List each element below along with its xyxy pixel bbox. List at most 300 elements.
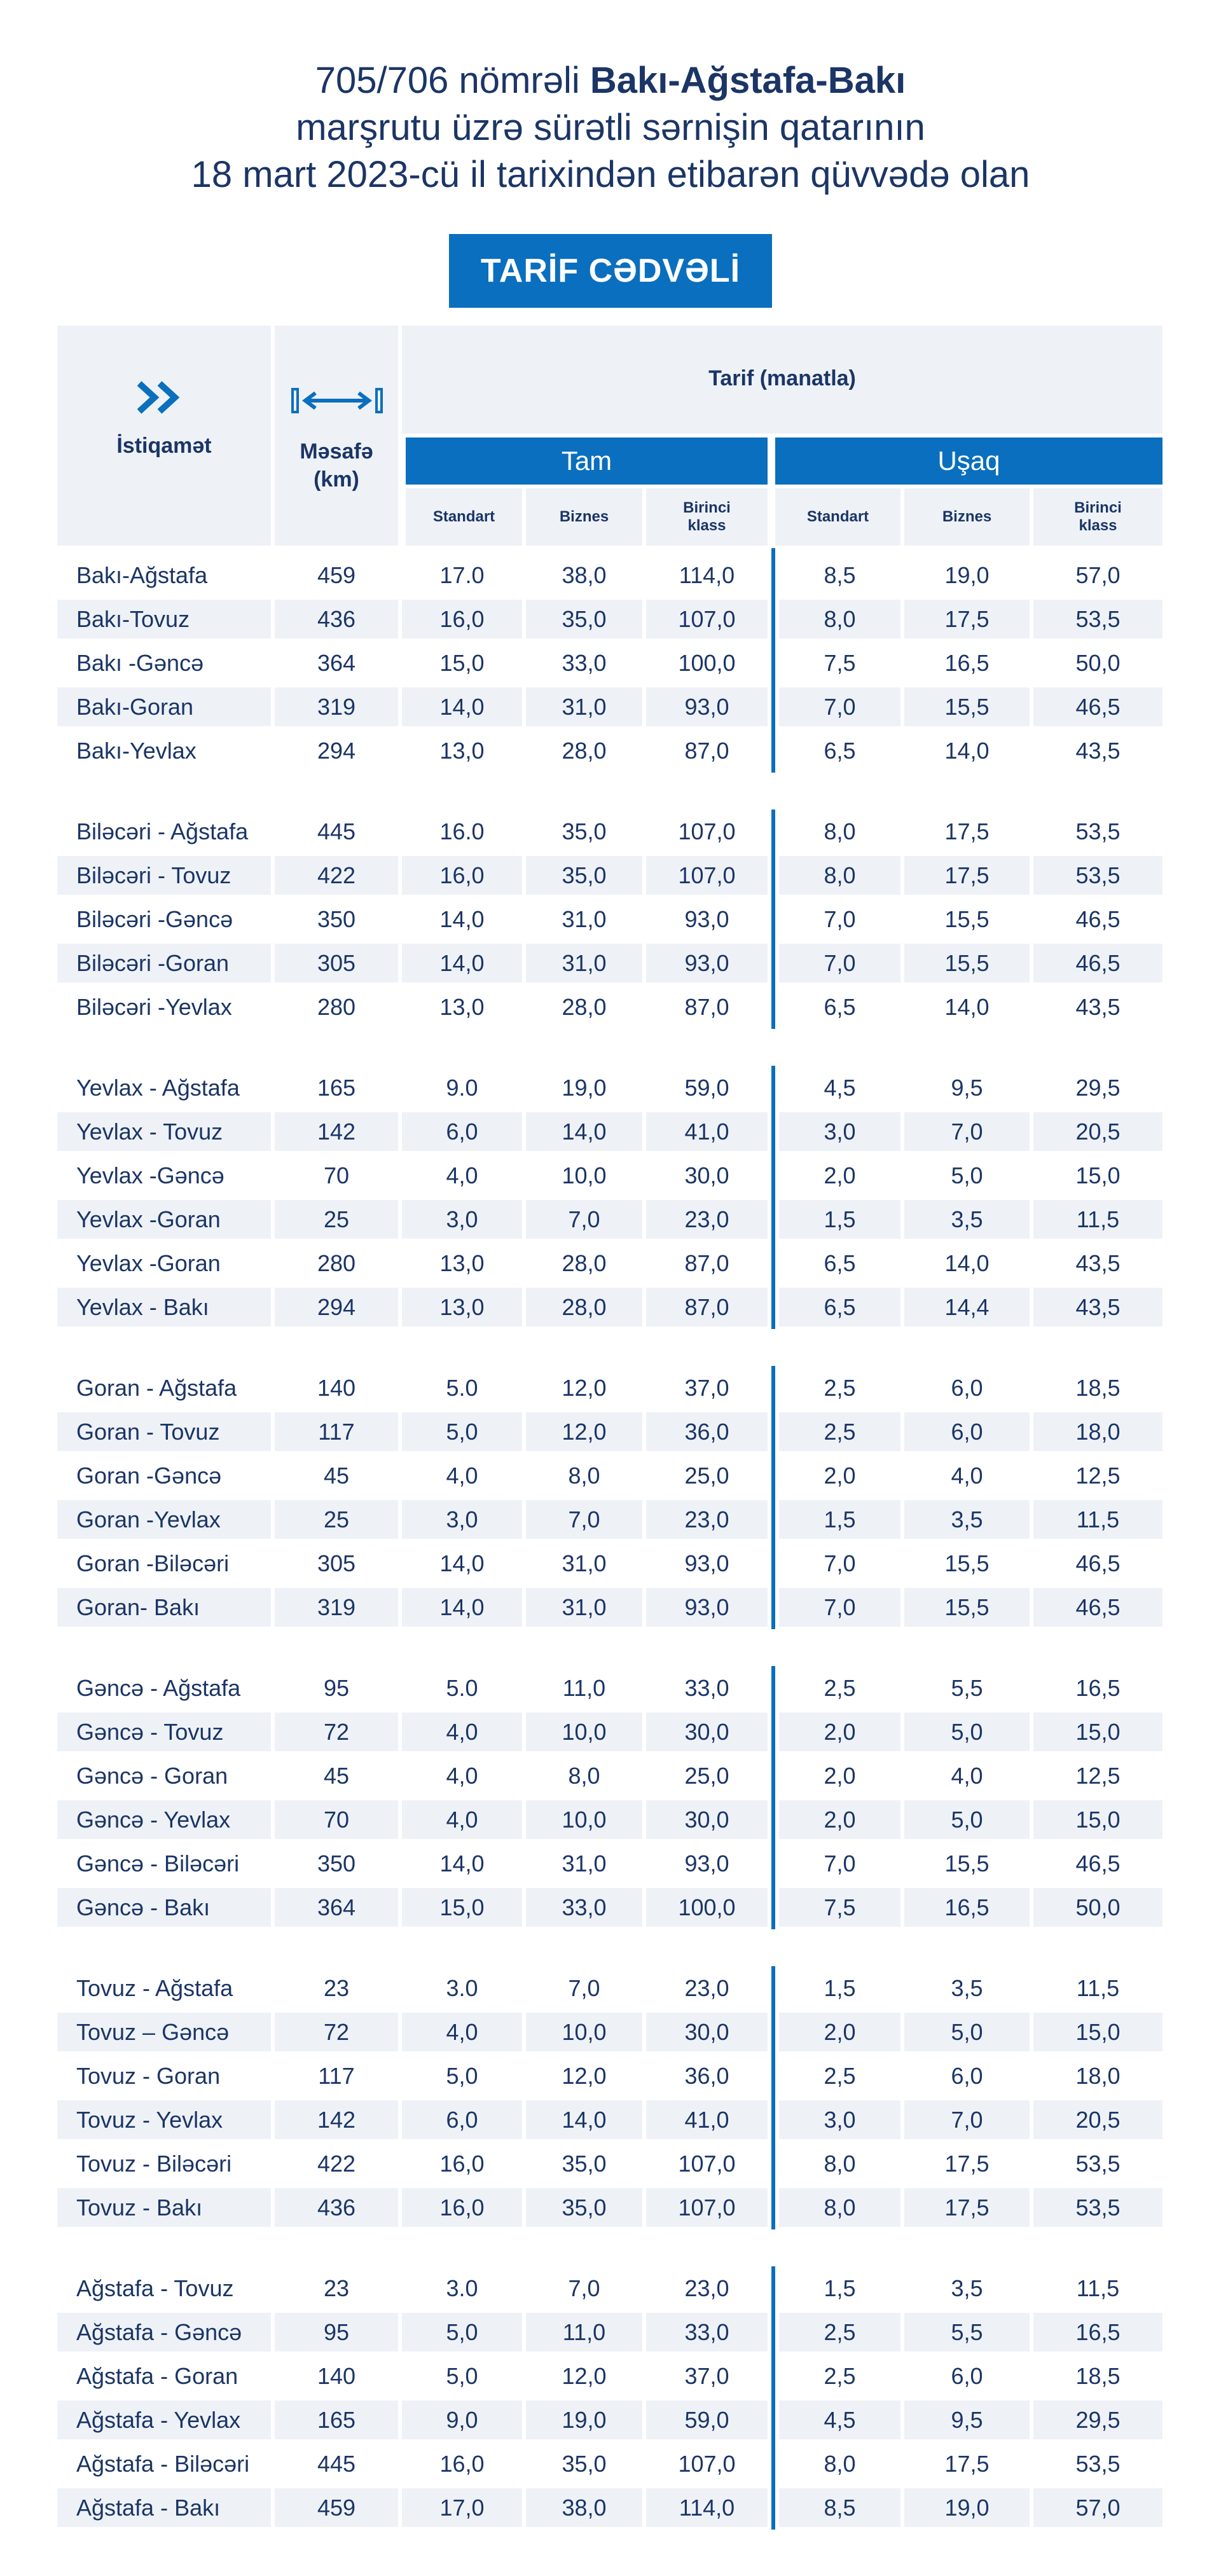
full-child-divider bbox=[771, 1666, 775, 1929]
child-standard-cell: 2,0 bbox=[779, 2013, 900, 2051]
table-row bbox=[57, 1966, 1162, 2010]
first-class-word-2: klass bbox=[1079, 517, 1117, 534]
child-first-class-cell: 18,0 bbox=[1033, 1412, 1162, 1451]
table-row bbox=[57, 2486, 1162, 2530]
full-first-class-cell: 114,0 bbox=[646, 2488, 768, 2527]
route-cell: Gəncə - Goran bbox=[76, 1763, 228, 1789]
distance-unit-text: (km) bbox=[314, 467, 359, 492]
distance-cell: 294 bbox=[275, 1288, 398, 1326]
child-first-class-cell: 15,0 bbox=[1033, 1800, 1162, 1839]
full-business-cell: 35,0 bbox=[526, 856, 642, 895]
full-first-class-header bbox=[646, 488, 768, 546]
child-first-class-cell: 11,5 bbox=[1076, 1975, 1120, 2001]
table-row bbox=[57, 1241, 1162, 1285]
child-business-cell: 14,0 bbox=[944, 1250, 990, 1276]
table-row bbox=[57, 1798, 1162, 1842]
route-cell: Yevlax - Bakı bbox=[57, 1288, 271, 1326]
child-first-class-cell: 57,0 bbox=[1075, 562, 1121, 588]
full-first-class-cell: 93,0 bbox=[646, 1588, 768, 1627]
child-standard-cell: 7,0 bbox=[824, 906, 856, 932]
child-standard-cell: 6,5 bbox=[824, 994, 856, 1020]
child-business-cell: 15,5 bbox=[904, 944, 1030, 982]
child-first-class-cell: 15,0 bbox=[1033, 1712, 1162, 1751]
full-first-class-cell: 59,0 bbox=[684, 1075, 729, 1101]
child-standard-cell: 8,0 bbox=[779, 2188, 900, 2227]
full-business-cell: 35,0 bbox=[562, 818, 607, 844]
full-business-cell: 12,0 bbox=[562, 2363, 607, 2389]
distance-cell: 117 bbox=[275, 1412, 398, 1451]
full-first-class-cell: 33,0 bbox=[646, 2313, 768, 2352]
distance-header-cell bbox=[275, 326, 398, 546]
table-row bbox=[57, 1285, 1162, 1329]
full-business-cell: 33,0 bbox=[526, 1888, 642, 1927]
distance-cell: 364 bbox=[275, 1888, 398, 1927]
child-standard-cell: 8,0 bbox=[779, 856, 900, 895]
child-standard-cell: 1,5 bbox=[824, 2275, 856, 2301]
title-prefix: 705/706 nömrəli bbox=[315, 60, 590, 101]
full-first-class-cell: 107,0 bbox=[646, 600, 768, 638]
full-first-class-cell: 93,0 bbox=[646, 944, 768, 982]
child-first-class-cell: 20,5 bbox=[1033, 1112, 1162, 1151]
full-first-class-cell: 23,0 bbox=[646, 1500, 768, 1539]
child-standard-cell: 6,5 bbox=[779, 1288, 900, 1326]
route-group bbox=[57, 809, 1162, 1029]
child-standard-cell: 2,5 bbox=[824, 1675, 856, 1701]
distance-cell: 117 bbox=[318, 2063, 355, 2089]
route-cell: Gəncə - Biləcəri bbox=[76, 1850, 240, 1877]
full-standard-cell: 3,0 bbox=[402, 1500, 522, 1539]
full-business-cell: 7,0 bbox=[568, 2275, 600, 2301]
full-standard-cell: 5,0 bbox=[402, 2313, 522, 2352]
full-standard-cell: 16,0 bbox=[402, 600, 522, 638]
child-standard-cell: 7,5 bbox=[779, 1888, 900, 1927]
child-first-class-cell: 43,5 bbox=[1075, 1250, 1121, 1276]
child-standard-cell: 4,5 bbox=[779, 2400, 900, 2439]
child-first-class-cell: 46,5 bbox=[1033, 944, 1162, 982]
child-standard-cell: 7,0 bbox=[779, 944, 900, 982]
child-business-cell: 5,0 bbox=[904, 1800, 1030, 1839]
child-first-class-cell: 53,5 bbox=[1075, 818, 1121, 844]
distance-cell: 72 bbox=[275, 2013, 398, 2051]
full-standard-cell: 5.0 bbox=[446, 1675, 478, 1701]
child-first-class-cell: 11,5 bbox=[1076, 2275, 1120, 2301]
full-business-cell: 35,0 bbox=[526, 2188, 642, 2227]
route-group bbox=[57, 1966, 1162, 2229]
child-business-cell: 15,5 bbox=[904, 687, 1030, 726]
full-standard-cell: 4,0 bbox=[446, 1162, 478, 1188]
child-first-class-cell: 29,5 bbox=[1075, 1075, 1121, 1101]
child-first-class-cell: 57,0 bbox=[1033, 2488, 1162, 2527]
full-standard-cell: 5.0 bbox=[446, 1375, 478, 1401]
table-row bbox=[57, 853, 1162, 897]
distance-cell: 142 bbox=[275, 2100, 398, 2139]
child-business-cell: 15,5 bbox=[944, 1850, 990, 1877]
child-first-class-cell: 12,5 bbox=[1075, 1763, 1121, 1789]
double-chevron-right-icon bbox=[137, 380, 184, 415]
child-business-cell: 16,5 bbox=[904, 1888, 1030, 1927]
child-business-header: Biznes bbox=[904, 488, 1030, 546]
route-cell: Bakı-Goran bbox=[57, 687, 271, 726]
full-standard-cell: 14,0 bbox=[439, 1850, 485, 1877]
child-first-class-cell: 11,5 bbox=[1033, 1500, 1162, 1539]
table-row bbox=[57, 553, 1162, 597]
table-row bbox=[57, 1197, 1162, 1241]
child-standard-cell: 2,0 bbox=[824, 1763, 856, 1789]
full-first-class-cell: 114,0 bbox=[679, 562, 735, 588]
route-cell: Gəncə - Bakı bbox=[57, 1888, 271, 1927]
distance-cell: 23 bbox=[323, 2275, 350, 2301]
table-row bbox=[57, 1154, 1162, 1197]
child-standard-cell: 7,0 bbox=[779, 687, 900, 726]
full-first-class-cell: 107,0 bbox=[678, 2451, 736, 2477]
child-business-cell: 17,5 bbox=[904, 600, 1030, 638]
table-row bbox=[57, 2054, 1162, 2098]
full-first-class-cell: 93,0 bbox=[684, 1550, 729, 1576]
first-class-word-1: Birinci bbox=[1074, 499, 1122, 516]
child-first-class-cell: 43,5 bbox=[1033, 1288, 1162, 1326]
child-standard-cell: 2,5 bbox=[824, 2063, 856, 2089]
route-cell: Biləcəri -Gəncə bbox=[76, 906, 233, 932]
full-child-divider bbox=[771, 809, 775, 1029]
child-business-cell: 5,0 bbox=[904, 2013, 1030, 2051]
child-business-cell: 5,5 bbox=[904, 2313, 1030, 2352]
child-standard-cell: 3,0 bbox=[779, 1112, 900, 1151]
child-business-cell: 7,0 bbox=[904, 2100, 1030, 2139]
full-standard-cell: 17,0 bbox=[402, 2488, 522, 2527]
distance-label bbox=[275, 437, 398, 493]
full-standard-cell: 5,0 bbox=[446, 2063, 478, 2089]
table-row bbox=[57, 1842, 1162, 1885]
full-business-cell: 12,0 bbox=[562, 1375, 607, 1401]
distance-cell: 165 bbox=[275, 2400, 398, 2439]
child-standard-cell: 2,5 bbox=[824, 2363, 856, 2389]
child-first-class-cell: 11,5 bbox=[1033, 1200, 1162, 1239]
child-standard-cell: 8,0 bbox=[824, 2151, 856, 2177]
full-standard-header: Standart bbox=[406, 488, 522, 546]
table-row bbox=[57, 641, 1162, 685]
full-business-cell: 35,0 bbox=[526, 600, 642, 638]
child-first-class-cell: 46,5 bbox=[1075, 906, 1121, 932]
full-first-class-cell: 23,0 bbox=[684, 2275, 729, 2301]
child-first-class-cell: 46,5 bbox=[1075, 1850, 1121, 1877]
full-standard-cell: 14,0 bbox=[439, 1550, 485, 1576]
full-first-class-cell: 87,0 bbox=[684, 738, 729, 764]
full-business-cell: 38,0 bbox=[526, 2488, 642, 2527]
full-standard-cell: 4,0 bbox=[402, 1712, 522, 1751]
full-first-class-cell: 36,0 bbox=[684, 2063, 729, 2089]
route-cell: Ağstafa - Gəncə bbox=[57, 2313, 271, 2352]
full-business-cell: 10,0 bbox=[526, 1712, 642, 1751]
full-standard-cell: 16,0 bbox=[402, 2188, 522, 2227]
route-cell: Ağstafa - Tovuz bbox=[76, 2275, 234, 2301]
table-row bbox=[57, 1454, 1162, 1498]
child-business-cell: 17,5 bbox=[904, 856, 1030, 895]
child-business-cell: 5,0 bbox=[904, 1712, 1030, 1751]
title-line-3: 18 mart 2023-cü il tarixindən etibarən qüvvədə olan bbox=[191, 154, 1030, 195]
distance-cell: 70 bbox=[275, 1800, 398, 1839]
child-first-class-cell: 15,0 bbox=[1075, 1162, 1121, 1188]
full-business-cell: 14,0 bbox=[526, 2100, 642, 2139]
child-first-class-cell: 18,0 bbox=[1075, 2063, 1121, 2089]
distance-cell: 45 bbox=[323, 1763, 350, 1789]
child-standard-cell: 6,5 bbox=[824, 1250, 856, 1276]
full-standard-cell: 13,0 bbox=[439, 1250, 485, 1276]
child-first-class-cell: 18,5 bbox=[1075, 1375, 1121, 1401]
full-first-class-cell: 87,0 bbox=[684, 1250, 729, 1276]
child-first-class-cell: 53,5 bbox=[1075, 2451, 1121, 2477]
distance-cell: 165 bbox=[317, 1075, 356, 1101]
child-business-cell: 6,0 bbox=[904, 1412, 1030, 1451]
route-cell: Goran -Yevlax bbox=[57, 1500, 271, 1539]
full-business-cell: 35,0 bbox=[562, 2451, 607, 2477]
child-first-class-cell: 18,5 bbox=[1075, 2363, 1121, 2389]
distance-cell: 95 bbox=[275, 2313, 398, 2352]
child-first-class-header bbox=[1033, 488, 1162, 546]
distance-cell: 140 bbox=[317, 2363, 356, 2389]
distance-cell: 280 bbox=[317, 1250, 356, 1276]
child-business-cell: 14,0 bbox=[944, 994, 990, 1020]
child-business-cell: 15,5 bbox=[944, 906, 990, 932]
tariff-table-button[interactable]: TARİF CƏDVƏLİ bbox=[449, 234, 772, 308]
full-business-cell: 31,0 bbox=[526, 687, 642, 726]
full-standard-cell: 4,0 bbox=[402, 1800, 522, 1839]
full-first-class-cell: 23,0 bbox=[646, 1200, 768, 1239]
full-first-class-cell: 36,0 bbox=[646, 1412, 768, 1451]
full-standard-cell: 4,0 bbox=[402, 2013, 522, 2051]
full-business-cell: 10,0 bbox=[526, 1800, 642, 1839]
child-first-class-cell: 46,5 bbox=[1075, 1550, 1121, 1576]
route-cell: Ağstafa - Biləcəri bbox=[76, 2451, 250, 2477]
child-first-class-cell: 50,0 bbox=[1033, 1888, 1162, 1927]
route-cell: Gəncə - Tovuz bbox=[57, 1712, 271, 1751]
full-business-cell: 12,0 bbox=[562, 2063, 607, 2089]
route-cell: Bakı-Tovuz bbox=[57, 600, 271, 638]
full-business-cell: 19,0 bbox=[526, 2400, 642, 2439]
child-standard-cell: 2,0 bbox=[779, 1712, 900, 1751]
table-row bbox=[57, 1885, 1162, 1929]
child-first-class-cell: 29,5 bbox=[1033, 2400, 1162, 2439]
full-child-divider bbox=[771, 1366, 775, 1629]
child-standard-cell: 1,5 bbox=[779, 1500, 900, 1539]
child-standard-cell: 2,5 bbox=[779, 2313, 900, 2352]
full-standard-cell: 17.0 bbox=[439, 562, 485, 588]
tariff-table bbox=[57, 326, 1162, 2530]
child-business-cell: 15,5 bbox=[904, 1588, 1030, 1627]
full-first-class-cell: 107,0 bbox=[678, 2151, 736, 2177]
child-standard-cell: 8,0 bbox=[824, 2451, 856, 2477]
full-business-cell: 28,0 bbox=[562, 738, 607, 764]
full-standard-cell: 14,0 bbox=[402, 687, 522, 726]
distance-cell: 45 bbox=[323, 1463, 350, 1489]
full-standard-cell: 9.0 bbox=[446, 1075, 478, 1101]
full-first-class-cell: 107,0 bbox=[646, 856, 768, 895]
table-row bbox=[57, 729, 1162, 773]
full-first-class-cell: 93,0 bbox=[684, 1850, 729, 1877]
page-header bbox=[0, 0, 1221, 198]
full-business-cell: 31,0 bbox=[526, 944, 642, 982]
child-business-cell: 19,0 bbox=[944, 562, 990, 588]
full-business-cell: 10,0 bbox=[526, 2013, 642, 2051]
title-line-1 bbox=[0, 57, 1221, 104]
child-first-class-cell: 20,5 bbox=[1033, 2100, 1162, 2139]
table-row bbox=[57, 941, 1162, 985]
full-business-cell: 28,0 bbox=[562, 1250, 607, 1276]
route-cell: Goran- Bakı bbox=[57, 1588, 271, 1627]
route-cell: Tovuz - Goran bbox=[76, 2063, 221, 2089]
table-row bbox=[57, 2266, 1162, 2310]
distance-cell: 142 bbox=[275, 1112, 398, 1151]
full-business-cell: 38,0 bbox=[562, 562, 607, 588]
table-row bbox=[57, 1498, 1162, 1541]
child-standard-cell: 8,5 bbox=[779, 2488, 900, 2527]
child-first-class-cell: 53,5 bbox=[1033, 600, 1162, 638]
route-cell: Goran -Biləcəri bbox=[76, 1550, 230, 1576]
full-first-class-cell: 25,0 bbox=[684, 1463, 729, 1489]
child-standard-cell: 2,5 bbox=[779, 1412, 900, 1451]
route-cell: Tovuz - Yevlax bbox=[57, 2100, 271, 2139]
child-fare-band: Uşaq bbox=[775, 437, 1162, 485]
child-business-cell: 3,5 bbox=[904, 1200, 1030, 1239]
full-business-cell: 31,0 bbox=[562, 1550, 607, 1576]
child-standard-cell: 2,0 bbox=[824, 1162, 856, 1188]
route-cell: Goran - Tovuz bbox=[57, 1412, 271, 1451]
child-standard-cell: 3,0 bbox=[779, 2100, 900, 2139]
route-cell: Gəncə - Ağstafa bbox=[76, 1675, 241, 1701]
child-standard-cell: 2,5 bbox=[824, 1375, 856, 1401]
distance-cell: 459 bbox=[275, 2488, 398, 2527]
table-row bbox=[57, 2310, 1162, 2354]
full-business-cell: 31,0 bbox=[526, 1588, 642, 1627]
table-row bbox=[57, 2142, 1162, 2186]
child-business-cell: 17,5 bbox=[944, 2151, 990, 2177]
child-business-cell: 9,5 bbox=[951, 1075, 983, 1101]
child-first-class-cell: 43,5 bbox=[1075, 994, 1121, 1020]
tariff-label: Tarif (manatla) bbox=[708, 366, 856, 390]
full-first-class-cell: 41,0 bbox=[646, 1112, 768, 1151]
full-business-cell: 12,0 bbox=[526, 1412, 642, 1451]
route-cell: Biləcəri -Goran bbox=[57, 944, 271, 982]
full-business-cell: 33,0 bbox=[562, 650, 607, 676]
full-standard-cell: 5,0 bbox=[402, 1412, 522, 1451]
table-row bbox=[57, 597, 1162, 641]
child-standard-cell: 4,5 bbox=[824, 1075, 856, 1101]
full-business-cell: 7,0 bbox=[526, 1500, 642, 1539]
child-standard-cell: 7,0 bbox=[824, 1550, 856, 1576]
child-business-cell: 6,0 bbox=[951, 1375, 983, 1401]
full-standard-cell: 16,0 bbox=[402, 856, 522, 895]
full-first-class-cell: 23,0 bbox=[684, 1975, 729, 2001]
route-group bbox=[57, 1366, 1162, 1629]
child-business-cell: 17,5 bbox=[944, 2451, 990, 2477]
route-cell: Biləcəri - Ağstafa bbox=[76, 818, 249, 844]
distance-cell: 459 bbox=[317, 562, 356, 588]
child-first-class-cell: 16,5 bbox=[1075, 1675, 1121, 1701]
tariff-groups bbox=[57, 553, 1162, 2530]
full-fare-band: Tam bbox=[406, 437, 768, 485]
full-standard-cell: 14,0 bbox=[439, 906, 485, 932]
full-first-class-cell: 100,0 bbox=[646, 1888, 768, 1927]
child-business-cell: 7,0 bbox=[904, 1112, 1030, 1151]
distance-cell: 95 bbox=[323, 1675, 350, 1701]
full-first-class-cell: 37,0 bbox=[684, 2363, 729, 2389]
distance-cell: 140 bbox=[317, 1375, 356, 1401]
first-class-word-2: klass bbox=[687, 517, 726, 534]
table-row bbox=[57, 1066, 1162, 1110]
route-cell: Goran - Ağstafa bbox=[76, 1375, 237, 1401]
distance-cell: 305 bbox=[275, 944, 398, 982]
table-row bbox=[57, 1366, 1162, 1410]
full-business-cell: 31,0 bbox=[562, 906, 607, 932]
full-standard-cell: 4,0 bbox=[446, 1763, 478, 1789]
full-first-class-cell: 107,0 bbox=[678, 818, 736, 844]
route-cell: Yevlax - Tovuz bbox=[57, 1112, 271, 1151]
distance-cell: 436 bbox=[275, 600, 398, 638]
child-standard-cell: 7,5 bbox=[824, 650, 856, 676]
distance-cell: 436 bbox=[275, 2188, 398, 2227]
table-row bbox=[57, 2010, 1162, 2054]
full-business-cell: 19,0 bbox=[562, 1075, 607, 1101]
full-standard-cell: 16,0 bbox=[439, 2151, 485, 2177]
full-first-class-cell: 30,0 bbox=[646, 2013, 768, 2051]
child-business-cell: 3,5 bbox=[951, 1975, 983, 2001]
route-cell: Bakı-Ağstafa bbox=[76, 562, 208, 588]
child-business-cell: 9,5 bbox=[904, 2400, 1030, 2439]
table-row bbox=[57, 1110, 1162, 1154]
distance-cell: 280 bbox=[317, 994, 356, 1020]
child-business-cell: 17,5 bbox=[904, 2188, 1030, 2227]
table-row bbox=[57, 2398, 1162, 2442]
distance-cell: 350 bbox=[317, 1850, 356, 1877]
distance-arrows-icon bbox=[291, 387, 383, 415]
full-child-divider bbox=[771, 1966, 775, 2229]
route-cell: Gəncə - Yevlax bbox=[57, 1800, 271, 1839]
full-standard-cell: 13,0 bbox=[439, 738, 485, 764]
route-group bbox=[57, 1066, 1162, 1329]
full-standard-cell: 3.0 bbox=[446, 1975, 478, 2001]
distance-cell: 319 bbox=[275, 1588, 398, 1627]
full-first-class-cell: 100,0 bbox=[678, 650, 736, 676]
full-standard-cell: 15,0 bbox=[402, 1888, 522, 1927]
direction-label: İstiqamət bbox=[116, 434, 212, 458]
route-cell: Yevlax -Goran bbox=[76, 1250, 221, 1276]
distance-cell: 305 bbox=[317, 1550, 356, 1576]
full-first-class-cell: 93,0 bbox=[684, 906, 729, 932]
child-first-class-cell: 12,5 bbox=[1075, 1463, 1121, 1489]
full-business-cell: 35,0 bbox=[562, 2151, 607, 2177]
distance-cell: 72 bbox=[275, 1712, 398, 1751]
distance-cell: 23 bbox=[323, 1975, 350, 2001]
full-first-class-cell: 41,0 bbox=[646, 2100, 768, 2139]
table-row bbox=[57, 2098, 1162, 2142]
child-first-class-cell: 46,5 bbox=[1033, 1588, 1162, 1627]
full-business-cell: 28,0 bbox=[526, 1288, 642, 1326]
child-business-cell: 6,0 bbox=[951, 2363, 983, 2389]
table-row bbox=[57, 1666, 1162, 1710]
table-row bbox=[57, 2442, 1162, 2486]
child-business-cell: 4,0 bbox=[951, 1763, 983, 1789]
full-standard-cell: 13,0 bbox=[402, 1288, 522, 1326]
child-first-class-cell: 43,5 bbox=[1075, 738, 1121, 764]
route-cell: Tovuz - Bakı bbox=[57, 2188, 271, 2227]
full-business-cell: 8,0 bbox=[568, 1463, 600, 1489]
full-standard-cell: 15,0 bbox=[439, 650, 485, 676]
child-standard-cell: 2,0 bbox=[779, 1800, 900, 1839]
table-row bbox=[57, 1585, 1162, 1629]
route-cell: Bakı -Gəncə bbox=[76, 650, 204, 676]
route-cell: Bakı-Yevlax bbox=[76, 738, 197, 764]
distance-cell: 25 bbox=[275, 1500, 398, 1539]
full-standard-cell: 4,0 bbox=[446, 1463, 478, 1489]
